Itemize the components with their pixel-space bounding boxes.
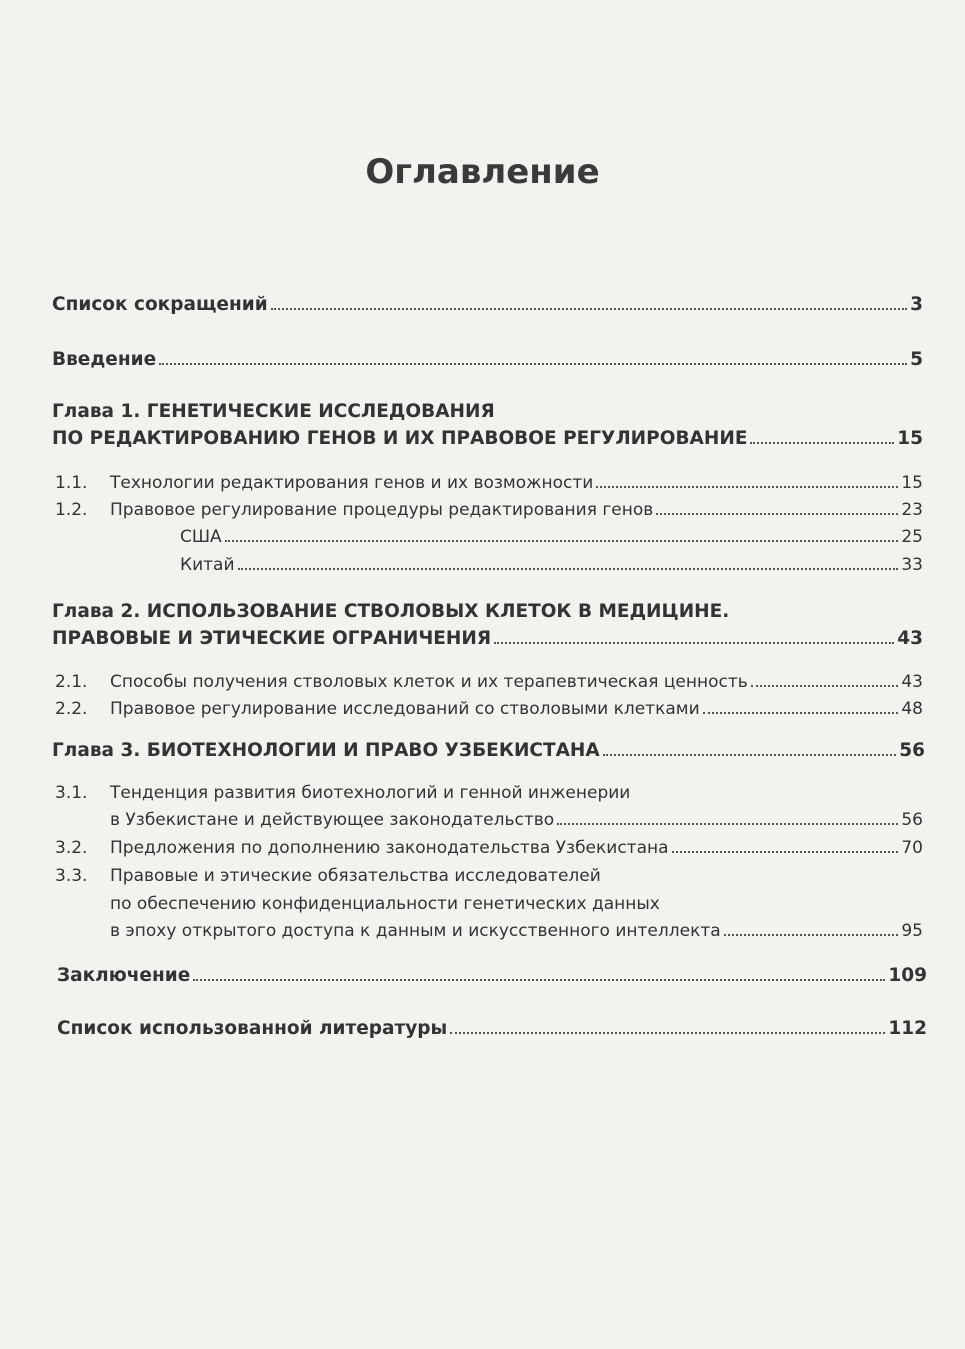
entry-page: 33 [901, 555, 923, 575]
leader-dots [656, 513, 898, 515]
section-number: 2.2. [55, 699, 88, 719]
toc-entry-3-1[interactable] [110, 810, 923, 830]
chapter-1-title-line1: Глава 1. ГЕНЕТИЧЕСКИЕ ИССЛЕДОВАНИЯ [52, 401, 495, 422]
leader-dots [596, 486, 898, 488]
entry-label: Технологии редактирования генов и их возможности [110, 473, 594, 493]
entry-page: 48 [901, 699, 923, 719]
toc-entry-1-1[interactable] [110, 473, 923, 493]
leader-dots [750, 442, 894, 444]
entry-page: 15 [901, 473, 923, 493]
entry-page: 15 [897, 428, 923, 449]
entry-label: Список сокращений [52, 294, 268, 315]
entry-page: 56 [899, 740, 925, 761]
entry-page: 25 [901, 527, 923, 547]
leader-dots [271, 308, 907, 310]
leader-dots [450, 1032, 885, 1034]
entry-label: в Узбекистане и действующее законодательство [110, 810, 555, 830]
toc-entry-2-1[interactable] [110, 672, 923, 692]
leader-dots [159, 363, 907, 365]
leader-dots [672, 851, 899, 853]
section-3-3-line1: Правовые и этические обязательства исследователей [110, 866, 601, 886]
entry-label: Предложения по дополнению законодательства Узбекистана [110, 838, 669, 858]
entry-label: Китай [180, 555, 235, 575]
entry-label: ПО РЕДАКТИРОВАНИЮ ГЕНОВ И ИХ ПРАВОВОЕ РЕГУЛИРОВАНИЕ [52, 428, 748, 449]
toc-entry-references[interactable] [57, 1018, 927, 1039]
entry-page: 23 [901, 500, 923, 520]
section-number: 2.1. [55, 672, 88, 692]
leader-dots [557, 823, 898, 825]
entry-label: Введение [52, 349, 157, 370]
entry-page: 109 [888, 965, 927, 986]
section-3-1-line1: Тенденция развития биотехнологий и генной инженерии [110, 783, 631, 803]
entry-label: Способы получения стволовых клеток и их терапевтическая ценность [110, 672, 748, 692]
toc-entry-usa[interactable] [180, 527, 923, 547]
toc-entry-chapter-2[interactable] [52, 628, 923, 649]
entry-label: Правовое регулирование исследований со стволовыми клетками [110, 699, 700, 719]
entry-page: 95 [901, 921, 923, 941]
toc-entry-3-2[interactable] [110, 838, 923, 858]
leader-dots [494, 642, 894, 644]
toc-entry-china[interactable] [180, 555, 923, 575]
toc-entry-1-2[interactable] [110, 500, 923, 520]
entry-page: 43 [897, 628, 923, 649]
entry-page: 5 [910, 349, 923, 370]
section-3-3-line2: по обеспечению конфиденциальности генетических данных [110, 894, 660, 914]
entry-page: 43 [901, 672, 923, 692]
entry-page: 56 [901, 810, 923, 830]
toc-entry-introduction[interactable] [52, 349, 923, 370]
entry-page: 3 [910, 294, 923, 315]
entry-label: Список использованной литературы [57, 1018, 448, 1039]
entry-label: ПРАВОВЫЕ И ЭТИЧЕСКИЕ ОГРАНИЧЕНИЯ [52, 628, 492, 649]
entry-page: 112 [888, 1018, 927, 1039]
section-number: 1.1. [55, 473, 88, 493]
leader-dots [724, 934, 899, 936]
leader-dots [751, 685, 899, 687]
toc-entry-conclusion[interactable] [57, 965, 927, 986]
section-number: 3.1. [55, 783, 88, 803]
leader-dots [703, 712, 899, 714]
leader-dots [225, 540, 899, 542]
section-number: 3.2. [55, 838, 88, 858]
entry-label: Правовое регулирование процедуры редактирования генов [110, 500, 654, 520]
page-title: Оглавление [365, 152, 600, 192]
entry-label: США [180, 527, 222, 547]
chapter-2-title-line1: Глава 2. ИСПОЛЬЗОВАНИЕ СТВОЛОВЫХ КЛЕТОК В МЕДИЦИНЕ. [52, 601, 730, 622]
leader-dots [193, 979, 885, 981]
entry-label: в эпоху открытого доступа к данным и искусственного интеллекта [110, 921, 721, 941]
toc-entry-chapter-3[interactable] [52, 740, 925, 761]
toc-entry-3-3[interactable] [110, 921, 923, 941]
entry-label: Глава 3. БИОТЕХНОЛОГИИ И ПРАВО УЗБЕКИСТАНА [52, 740, 600, 761]
section-number: 3.3. [55, 866, 88, 886]
toc-entry-chapter-1[interactable] [52, 428, 923, 449]
section-number: 1.2. [55, 500, 88, 520]
leader-dots [238, 568, 899, 570]
entry-label: Заключение [57, 965, 191, 986]
toc-entry-2-2[interactable] [110, 699, 923, 719]
toc-entry-abbreviations[interactable] [52, 294, 923, 315]
leader-dots [603, 754, 897, 756]
entry-page: 70 [901, 838, 923, 858]
